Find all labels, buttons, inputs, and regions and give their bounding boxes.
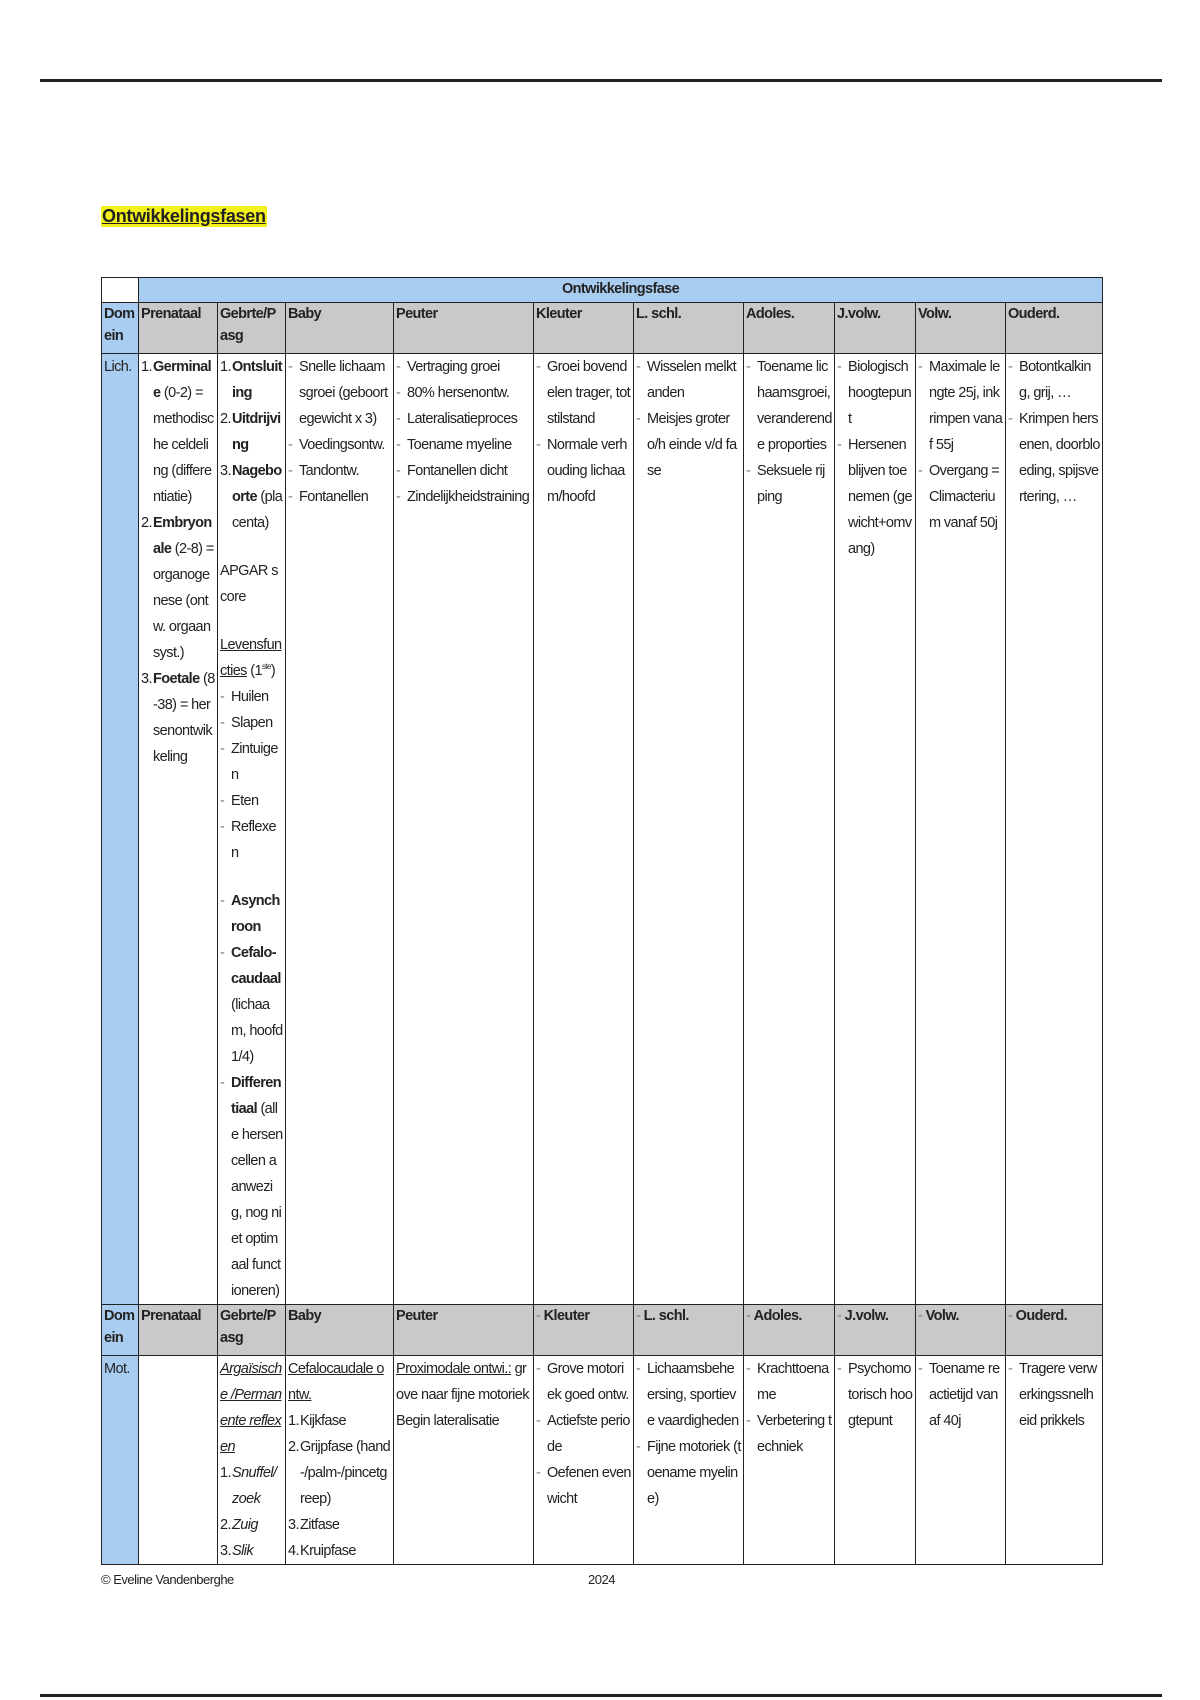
- lich-volw: [916, 354, 1006, 1305]
- mot-geboorte: [218, 1356, 286, 1565]
- header-kleuter: Kleuter: [534, 303, 634, 354]
- lich-adoles: [744, 354, 835, 1305]
- top-rule: [40, 79, 1162, 82]
- list-item: - Slapen: [220, 710, 283, 736]
- list-item: - 80% hersenontw.: [396, 380, 531, 406]
- header-ouderd: - Ouderd.: [1006, 1305, 1103, 1356]
- list-item: - Reflexen: [220, 814, 283, 866]
- list-item: 4. Kruipfase: [288, 1543, 356, 1559]
- band-empty-cell: [102, 278, 139, 303]
- footer-year: 2024: [588, 1572, 615, 1587]
- list-item: - Zindelijkheidstraining: [396, 484, 531, 510]
- header-jvolw: - J.volw.: [835, 1305, 916, 1356]
- list-item: - Zintuigen: [220, 736, 283, 788]
- header-adoles: Adoles.: [744, 303, 835, 354]
- header-jvolw: J.volw.: [835, 303, 916, 354]
- list-item: 2. Embryonale (2-8) = organogenese (ontw. orgaansyst.): [141, 515, 214, 661]
- list-item: - Groei bovendelen trager, tot stilstand: [536, 354, 631, 432]
- lich-prenataal: [139, 354, 218, 1305]
- header-kleuter: - Kleuter: [534, 1305, 634, 1356]
- list-item: - Actiefste periode: [536, 1408, 631, 1460]
- header-ouderd: Ouderd.: [1006, 303, 1103, 354]
- list-item: - Fontanellen: [288, 484, 391, 510]
- levensfuncties-title: Levensfuncties (1ste): [220, 637, 282, 679]
- development-table: [101, 277, 1103, 1565]
- header-prenataal: Prenataal: [139, 303, 218, 354]
- list-item: - Tandontw.: [288, 458, 391, 484]
- list-item: - Eten: [220, 788, 283, 814]
- list-item: - Voedingsontw.: [288, 432, 391, 458]
- list-item: - Fontanellen dicht: [396, 458, 531, 484]
- domain-mot: Mot.: [102, 1356, 139, 1565]
- mot-lschl: [634, 1356, 744, 1565]
- mot-jvolw: [835, 1356, 916, 1565]
- header-peuter: Peuter: [394, 303, 534, 354]
- lich-lschl: [634, 354, 744, 1305]
- cefalocaudale-title: Cefalocaudale ontw.: [288, 1361, 384, 1403]
- lich-ouderd: [1006, 354, 1103, 1305]
- list-item: - Lichaamsbeheersing, sportieve vaardigheden: [636, 1356, 741, 1434]
- lateralisatie-text: Begin lateralisatie: [396, 1413, 500, 1429]
- list-item: 2. Grijpfase (hand-/palm-/pincetgreep): [288, 1439, 391, 1507]
- header-row: [102, 303, 1103, 354]
- list-item: - Botontkalking, grij, …: [1008, 354, 1100, 406]
- header-baby: Baby: [286, 303, 394, 354]
- mot-kleuter: [534, 1356, 634, 1565]
- lich-baby: [286, 354, 394, 1305]
- list-item: - Asynchroon: [220, 888, 283, 940]
- header-volw: - Volw.: [916, 1305, 1006, 1356]
- header-geboorte: Gebrte/Pasg: [218, 1305, 286, 1356]
- header-geboorte: Gebrte/Pasg: [218, 303, 286, 354]
- list-item: - Toename lichaamsgroei, veranderende proporties: [746, 354, 832, 458]
- domain-lich: Lich.: [102, 354, 139, 1305]
- band-row: [102, 278, 1103, 303]
- proximodale-text: Proximodale ontwi.: grove naar fijne motoriek: [396, 1361, 529, 1403]
- list-item: - Krimpen hersenen, doorbloeding, spijsvertering, …: [1008, 406, 1100, 510]
- header-prenataal: Prenataal: [139, 1305, 218, 1356]
- header-domein: Domein: [102, 303, 139, 354]
- list-item: 1. Ontsluiting: [220, 359, 282, 401]
- list-item: 3. Foetale (8-38) = hersenontwikkeling: [141, 671, 215, 765]
- list-item: - Tragere verwerkingssnelheid prikkels: [1008, 1356, 1100, 1434]
- list-item: - Vertraging groei: [396, 354, 531, 380]
- mot-baby: [286, 1356, 394, 1565]
- list-item: - Oefenen evenwicht: [536, 1460, 631, 1512]
- list-item: 1. Kijkfase: [288, 1413, 346, 1429]
- lich-jvolw: [835, 354, 916, 1305]
- list-item: - Toename myeline: [396, 432, 531, 458]
- list-item: 3. Nageboorte (placenta): [220, 463, 283, 531]
- list-item: - Normale verhouding lichaam/hoofd: [536, 432, 631, 510]
- lich-peuter: [394, 354, 534, 1305]
- mot-peuter: [394, 1356, 534, 1565]
- list-item: - Wisselen melktanden: [636, 354, 741, 406]
- header-lschl: - L. schl.: [634, 1305, 744, 1356]
- header-baby: Baby: [286, 1305, 394, 1356]
- row-mot: [102, 1356, 1103, 1565]
- list-item: - Maximale lengte 25j, inkrimpen vanaf 55j: [918, 354, 1003, 458]
- list-item: - Fijne motoriek (toename myeline): [636, 1434, 741, 1512]
- list-item: 1. Snuffel/zoek: [220, 1465, 277, 1507]
- list-item: - Cefalo-caudaal (lichaam, hoofd 1/4): [220, 940, 283, 1070]
- header-volw: Volw.: [916, 303, 1006, 354]
- row-lich: [102, 354, 1103, 1305]
- header-adoles: - Adoles.: [744, 1305, 835, 1356]
- list-item: 3. Slik: [220, 1543, 253, 1559]
- header-row-repeat: [102, 1305, 1103, 1356]
- list-item: - Differentiaal (alle hersencellen aanwezig, nog niet optimaal functioneren): [220, 1070, 283, 1304]
- list-item: - Lateralisatieproces: [396, 406, 531, 432]
- apgar-score: APGAR score: [220, 563, 278, 605]
- mot-volw: [916, 1356, 1006, 1565]
- list-item: - Verbetering techniek: [746, 1408, 832, 1460]
- list-item: 2. Uitdrijving: [220, 411, 281, 453]
- footer-author: © Eveline Vandenberghe: [101, 1572, 234, 1587]
- list-item: 3. Zitfase: [288, 1517, 340, 1533]
- list-item: - Krachttoename: [746, 1356, 832, 1408]
- list-item: - Huilen: [220, 684, 283, 710]
- bottom-rule: [40, 1694, 1162, 1697]
- list-item: - Biologisch hoogtepunt: [837, 354, 913, 432]
- list-item: - Snelle lichaamsgroei (geboortegewicht x 3): [288, 354, 391, 432]
- list-item: - Grove motoriek goed ontw.: [536, 1356, 631, 1408]
- header-domein: Domein: [102, 1305, 139, 1356]
- lich-kleuter: [534, 354, 634, 1305]
- list-item: - Overgang = Climacterium vanaf 50j: [918, 458, 1003, 536]
- reflexen-title: Argaïsische /Permanente reflexen: [220, 1361, 282, 1455]
- band-label: Ontwikkelingsfase: [139, 278, 1103, 303]
- list-item: 1. Germinale (0-2) = methodische celdeling (differentiatie): [141, 359, 214, 505]
- list-item: - Hersenen blijven toenemen (gewicht+omvang): [837, 432, 913, 562]
- document-title: Ontwikkelingsfasen: [102, 206, 266, 226]
- header-lschl: L. schl.: [634, 303, 744, 354]
- mot-prenataal: [139, 1356, 218, 1565]
- list-item: - Meisjes groter o/h einde v/d fase: [636, 406, 741, 484]
- list-item: - Psychomotorisch hoogtepunt: [837, 1356, 913, 1434]
- list-item: 2. Zuig: [220, 1517, 258, 1533]
- list-item: - Seksuele rijping: [746, 458, 832, 510]
- mot-adoles: [744, 1356, 835, 1565]
- header-peuter: Peuter: [394, 1305, 534, 1356]
- list-item: - Toename reactietijd vanaf 40j: [918, 1356, 1003, 1434]
- mot-ouderd: [1006, 1356, 1103, 1565]
- lich-geboorte: [218, 354, 286, 1305]
